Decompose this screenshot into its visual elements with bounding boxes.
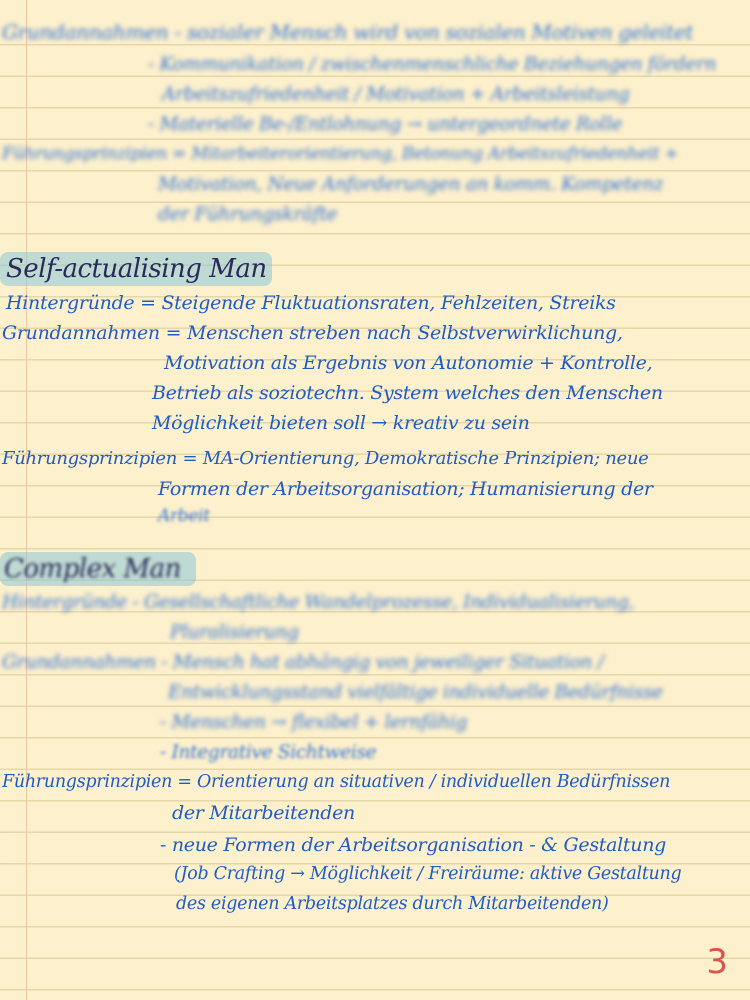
note-line: - Kommunikation / zwischenmenschliche Beziehungen fördern [148,54,717,75]
note-line: Grundannahmen = Menschen streben nach Selbstverwirklichung, [2,322,623,344]
note-line: - neue Formen der Arbeitsorganisation - & Gestaltung [160,834,666,856]
page-number: 3 [706,942,728,982]
note-line: Motivation als Ergebnis von Autonomie + Kontrolle, [164,352,653,374]
section-heading: Self-actualising Man [6,254,267,284]
note-line: der Mitarbeitenden [172,802,355,824]
note-line: Entwicklungsstand vielfältige individuelle Bedürfnisse [168,682,663,703]
note-line: Pluralisierung [170,622,299,643]
note-line: der Führungskräfte [158,204,338,225]
note-line: Möglichkeit bieten soll → kreativ zu sein [152,412,530,434]
note-line: Führungsprinzipien = Mitarbeiterorientierung, Betonung Arbeitszufriedenheit + [2,144,679,164]
note-line: Formen der Arbeitsorganisation; Humanisierung der [158,478,653,500]
note-line: (Job Crafting → Möglichkeit / Freiräume: aktive Gestaltung [174,864,682,884]
note-line: Grundannahmen - Mensch hat abhängig von jeweiliger Situation / [2,652,604,673]
note-line: Arbeitszufriedenheit / Motivation + Arbeitsleistung [162,84,630,105]
note-line: Hintergründe - Gesellschaftliche Wandelprozesse, Individualisierung, [2,592,635,613]
section-heading: Complex Man [4,554,181,584]
note-line: - Materielle Be-/Entlohnung → untergeordnete Rolle [148,114,623,135]
note-line: Führungsprinzipien = Orientierung an situativen / individuellen Bedürfnissen [2,772,671,792]
note-line: Grundannahmen - sozialer Mensch wird von sozialen Motiven geleitet [2,20,694,44]
note-line: Hintergründe = Steigende Fluktuationsraten, Fehlzeiten, Streiks [6,292,616,314]
note-line: Motivation, Neue Anforderungen an komm. Kompetenz [158,174,664,195]
note-line: des eigenen Arbeitsplatzes durch Mitarbeitenden) [176,894,609,914]
note-line: Arbeit [158,506,210,526]
note-line: Betrieb als soziotechn. System welches den Menschen [152,382,663,404]
note-line: - Integrative Sichtweise [160,742,377,763]
note-line: - Menschen → flexibel + lernfähig [160,712,468,733]
note-line: Führungsprinzipien = MA-Orientierung, Demokratische Prinzipien; neue [2,448,649,469]
